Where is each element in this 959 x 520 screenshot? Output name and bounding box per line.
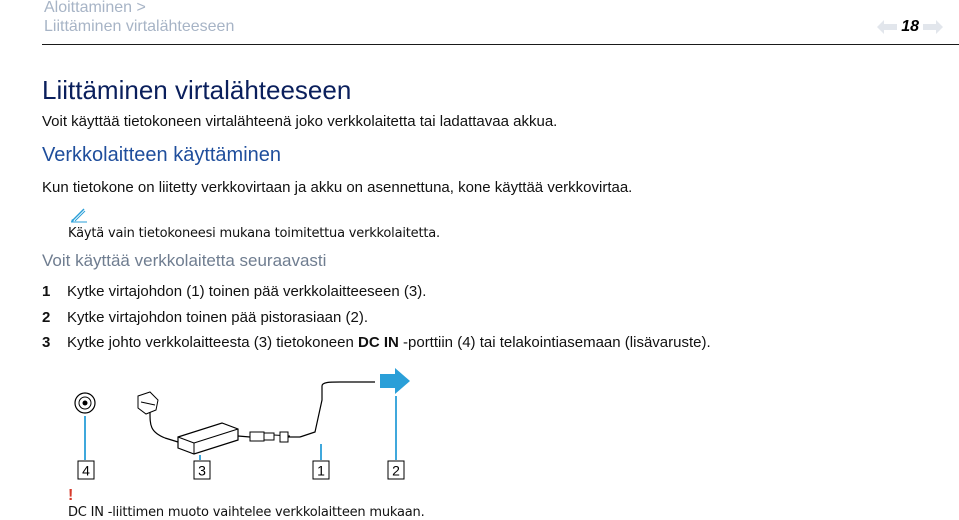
warning-text: DC IN -liittimen muoto vaihtelee verkkolaitteen mukaan. bbox=[68, 505, 425, 520]
callout-box-4 bbox=[78, 461, 94, 479]
power-cord-plug-icon bbox=[250, 382, 375, 442]
intro-text: Voit käyttää tietokoneen virtalähteenä joko verkkolaitetta tai ladattavaa akkua. bbox=[42, 113, 558, 130]
breadcrumb-current: Liittäminen virtalähteeseen bbox=[44, 18, 235, 35]
callout-box-1 bbox=[313, 461, 329, 479]
page-number: 18 bbox=[901, 18, 919, 35]
ac-adapter-icon bbox=[165, 423, 250, 454]
dc-in-port-icon bbox=[75, 393, 95, 413]
note-text: Käytä vain tietokoneesi mukana toimitettua verkkolaitetta. bbox=[68, 226, 440, 241]
dc-in-label: DC IN bbox=[358, 334, 399, 351]
callout-label: 4 bbox=[82, 462, 90, 479]
callout-label: 2 bbox=[392, 462, 400, 479]
callout-box-2 bbox=[388, 461, 404, 479]
callout-lines bbox=[85, 396, 396, 460]
callout-label: 1 bbox=[317, 462, 325, 479]
warning-mark-icon: ! bbox=[68, 487, 74, 504]
step-number: 3 bbox=[42, 334, 51, 351]
step-text: Kytke virtajohdon (1) toinen pää verkkolaitteeseen (3). bbox=[67, 283, 427, 300]
step-text: Kytke virtajohdon toinen pää pistorasiaan (2). bbox=[67, 309, 369, 326]
step-number: 1 bbox=[42, 283, 51, 300]
dc-plug-icon bbox=[138, 392, 165, 438]
step-number: 2 bbox=[42, 309, 51, 326]
outlet-arrow-icon bbox=[380, 368, 410, 394]
page-title: Liittäminen virtalähteeseen bbox=[42, 75, 352, 105]
callout-label: 3 bbox=[198, 462, 206, 479]
procedure-heading: Voit käyttää verkkolaitetta seuraavasti bbox=[42, 251, 327, 270]
breadcrumb-parent[interactable]: Aloittaminen > bbox=[44, 0, 146, 16]
step-text: Kytke johto verkkolaitteesta (3) tietokoneen bbox=[67, 334, 358, 351]
section-paragraph: Kun tietokone on liitetty verkkovirtaan ja akku on asennettuna, kone käyttää verkkovirtaa. bbox=[42, 179, 633, 196]
step-text: -porttiin (4) tai telakointiasemaan (lisävaruste). bbox=[398, 334, 711, 351]
section-heading: Verkkolaitteen käyttäminen bbox=[42, 144, 282, 166]
callout-box-3 bbox=[194, 461, 210, 479]
